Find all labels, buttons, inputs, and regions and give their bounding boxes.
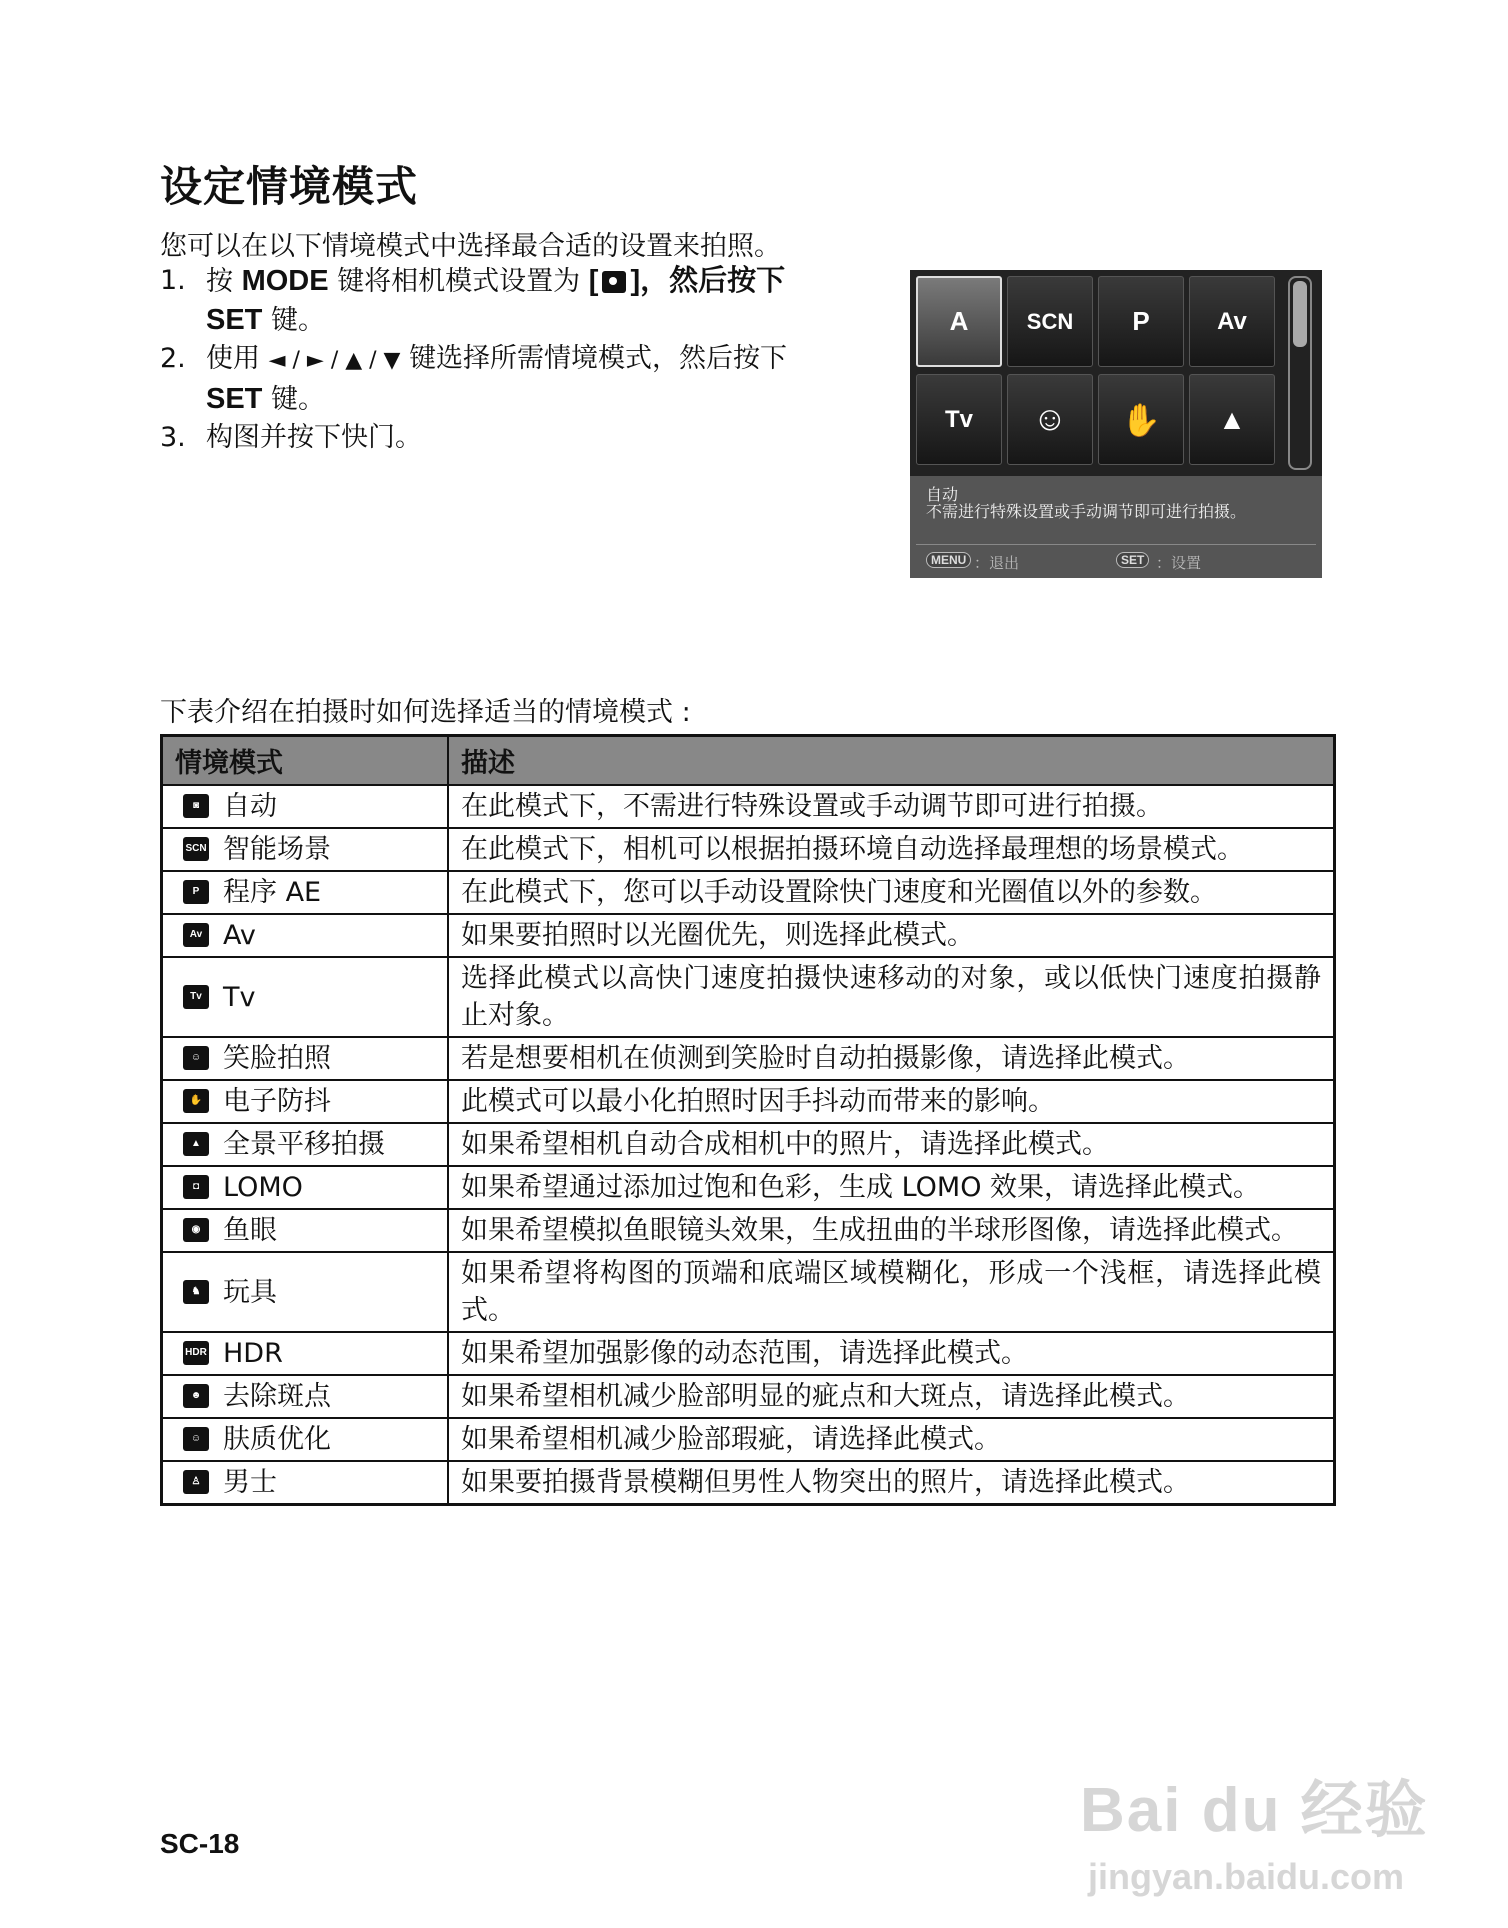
scn-icon[interactable]: SCN — [1007, 276, 1093, 367]
mode-description: 如果希望相机减少脸部明显的疵点和大斑点，请选择此模式。 — [448, 1375, 1335, 1418]
table-row — [162, 1461, 1335, 1505]
mode-cell — [162, 1332, 449, 1375]
step-number: 1. — [160, 265, 186, 296]
mode-cell — [162, 1080, 449, 1123]
step-1: 1. 按 MODE 键将相机模式设置为 [ ]，然后按下 SET 键。 — [160, 262, 895, 340]
mode-name: 肤质优化 — [223, 1424, 331, 1455]
table-row — [162, 871, 1335, 914]
steps-list — [160, 262, 895, 457]
header-desc: 描述 — [448, 736, 1335, 786]
table-row — [162, 1418, 1335, 1461]
mode-description: 如果希望通过添加过饱和色彩，生成 LOMO 效果，请选择此模式。 — [448, 1166, 1335, 1209]
mode-cell — [162, 785, 449, 828]
table-row — [162, 1037, 1335, 1080]
mode-cell — [162, 1461, 449, 1505]
watermark-url: jingyan.baidu.com — [1088, 1856, 1405, 1897]
hdr-icon: HDR — [183, 1341, 209, 1365]
mode-name: 玩具 — [223, 1276, 277, 1308]
mode-description: 在此模式下，相机可以根据拍摄环境自动选择最理想的场景模式。 — [448, 828, 1335, 871]
step-2: 2. 使用 ◄ / ► / ▲ / ▼ 键选择所需情境模式，然后按下 SET 键。 — [160, 340, 895, 419]
tv-icon: Tv — [183, 985, 209, 1009]
set-key: SET — [206, 383, 263, 415]
av-icon: Av — [183, 923, 209, 947]
set-button-icon: SET — [1116, 552, 1149, 568]
anti-shake-icon: ✋ — [183, 1089, 209, 1113]
mode-name: 全景平移拍摄 — [223, 1129, 385, 1160]
table-row — [162, 1332, 1335, 1375]
mode-description: 在此模式下，不需进行特殊设置或手动调节即可进行拍摄。 — [448, 785, 1335, 828]
selected-mode-name: 自动 — [926, 485, 959, 504]
av-icon[interactable]: Av — [1189, 276, 1275, 367]
mode-name: 笑脸拍照 — [223, 1043, 331, 1074]
mode-description: 如果希望相机减少脸部瑕疵，请选择此模式。 — [448, 1418, 1335, 1461]
page-number: SC-18 — [160, 1828, 240, 1859]
camera-lcd-screenshot — [910, 270, 1322, 578]
table-row — [162, 1123, 1335, 1166]
program-icon[interactable]: P — [1098, 276, 1184, 367]
intro-text: 您可以在以下情境模式中选择最合适的设置来拍照。 — [160, 231, 781, 262]
mode-cell — [162, 957, 449, 1037]
smile-icon[interactable]: ☺ — [1007, 374, 1093, 465]
skin-icon: ☺ — [183, 1427, 209, 1451]
mode-description: 在此模式下，您可以手动设置除快门速度和光圈值以外的参数。 — [448, 871, 1335, 914]
step-number: 3. — [160, 422, 186, 453]
table-row — [162, 1375, 1335, 1418]
panorama-icon: ▲ — [183, 1132, 209, 1156]
mode-cell — [162, 1037, 449, 1080]
mode-cell — [162, 1375, 449, 1418]
mode-description: 如果要拍照时以光圈优先，则选择此模式。 — [448, 914, 1335, 957]
arrow-keys-icon: ◄ / ► / ▲ / ▼ — [268, 348, 401, 373]
lomo-icon: ◘ — [183, 1175, 209, 1199]
mode-description: 如果要拍摄背景模糊但男性人物突出的照片，请选择此模式。 — [448, 1461, 1335, 1505]
scroll-thumb[interactable] — [1293, 281, 1307, 347]
table-intro: 下表介绍在拍摄时如何选择适当的情境模式 : — [160, 697, 691, 728]
step-3: 3. 构图并按下快门。 — [160, 419, 895, 457]
smile-icon: ☺ — [183, 1046, 209, 1070]
lcd-info-panel — [910, 476, 1322, 578]
mode-key: MODE — [241, 265, 329, 297]
auto-icon[interactable]: A — [916, 276, 1002, 367]
table-row — [162, 828, 1335, 871]
set-key: SET — [206, 304, 263, 336]
panorama-icon[interactable]: ▲ — [1189, 374, 1275, 465]
mode-cell — [162, 871, 449, 914]
table-row — [162, 957, 1335, 1037]
mode-name: 去除斑点 — [223, 1381, 331, 1412]
mode-name: Tv — [223, 981, 256, 1013]
toy-icon: ♞ — [183, 1280, 209, 1304]
mode-name: 智能场景 — [223, 834, 331, 865]
table-row — [162, 1252, 1335, 1332]
mode-description: 如果希望相机自动合成相机中的照片，请选择此模式。 — [448, 1123, 1335, 1166]
table-row — [162, 1209, 1335, 1252]
scn-icon: SCN — [183, 837, 209, 861]
mode-name: HDR — [223, 1338, 283, 1369]
mode-description: 若是想要相机在侦测到笑脸时自动拍摄影像，请选择此模式。 — [448, 1037, 1335, 1080]
auto-icon: ◙ — [183, 794, 209, 818]
mode-name: 程序 AE — [223, 877, 322, 908]
table-row — [162, 914, 1335, 957]
mode-cell — [162, 1166, 449, 1209]
menu-button-icon: MENU — [926, 552, 971, 568]
header-mode: 情境模式 — [162, 736, 449, 786]
mode-description: 如果希望加强影像的动态范围，请选择此模式。 — [448, 1332, 1335, 1375]
table-header-row — [162, 736, 1335, 786]
mode-cell — [162, 1252, 449, 1332]
mode-name: 电子防抖 — [223, 1086, 331, 1117]
scene-mode-table — [160, 734, 1336, 1506]
mode-cell — [162, 828, 449, 871]
program-icon: P — [183, 880, 209, 904]
mode-cell — [162, 914, 449, 957]
mode-name: 自动 — [223, 791, 277, 822]
table-row — [162, 1080, 1335, 1123]
step-number: 2. — [160, 343, 186, 374]
man-icon: ♙ — [183, 1470, 209, 1494]
fisheye-icon: ◉ — [183, 1218, 209, 1242]
mode-description: 选择此模式以高快门速度拍摄快速移动的对象，或以低快门速度拍摄静止对象。 — [448, 957, 1335, 1037]
mode-cell — [162, 1418, 449, 1461]
baidu-logo: Bai du 经验 — [1080, 1776, 1429, 1845]
table-row — [162, 785, 1335, 828]
mode-name: 男士 — [223, 1467, 277, 1498]
mode-description: 此模式可以最小化拍照时因手抖动而带来的影响。 — [448, 1080, 1335, 1123]
table-row — [162, 1166, 1335, 1209]
mode-name: LOMO — [223, 1172, 303, 1203]
divider — [916, 544, 1316, 545]
menu-label: ：退出 — [974, 554, 1020, 572]
camera-icon — [602, 271, 626, 293]
mode-name: Av — [223, 920, 256, 951]
mode-cell — [162, 1209, 449, 1252]
page-title: 设定情境模式 — [160, 162, 419, 211]
anti-shake-icon[interactable]: ✋ — [1098, 374, 1184, 465]
blemish-icon: ☻ — [183, 1384, 209, 1408]
watermark — [1080, 1760, 1440, 1910]
mode-name: 鱼眼 — [223, 1215, 277, 1246]
set-label: ：设置 — [1156, 554, 1202, 572]
mode-icon-grid — [916, 276, 1282, 472]
mode-description: 如果希望将构图的顶端和底端区域模糊化，形成一个浅框，请选择此模式。 — [448, 1252, 1335, 1332]
selected-mode-desc: 不需进行特殊设置或手动调节即可进行拍摄。 — [926, 502, 1247, 521]
tv-icon[interactable]: Tv — [916, 374, 1002, 465]
mode-cell — [162, 1123, 449, 1166]
mode-description: 如果希望模拟鱼眼镜头效果，生成扭曲的半球形图像，请选择此模式。 — [448, 1209, 1335, 1252]
lcd-scrollbar[interactable] — [1288, 276, 1312, 470]
